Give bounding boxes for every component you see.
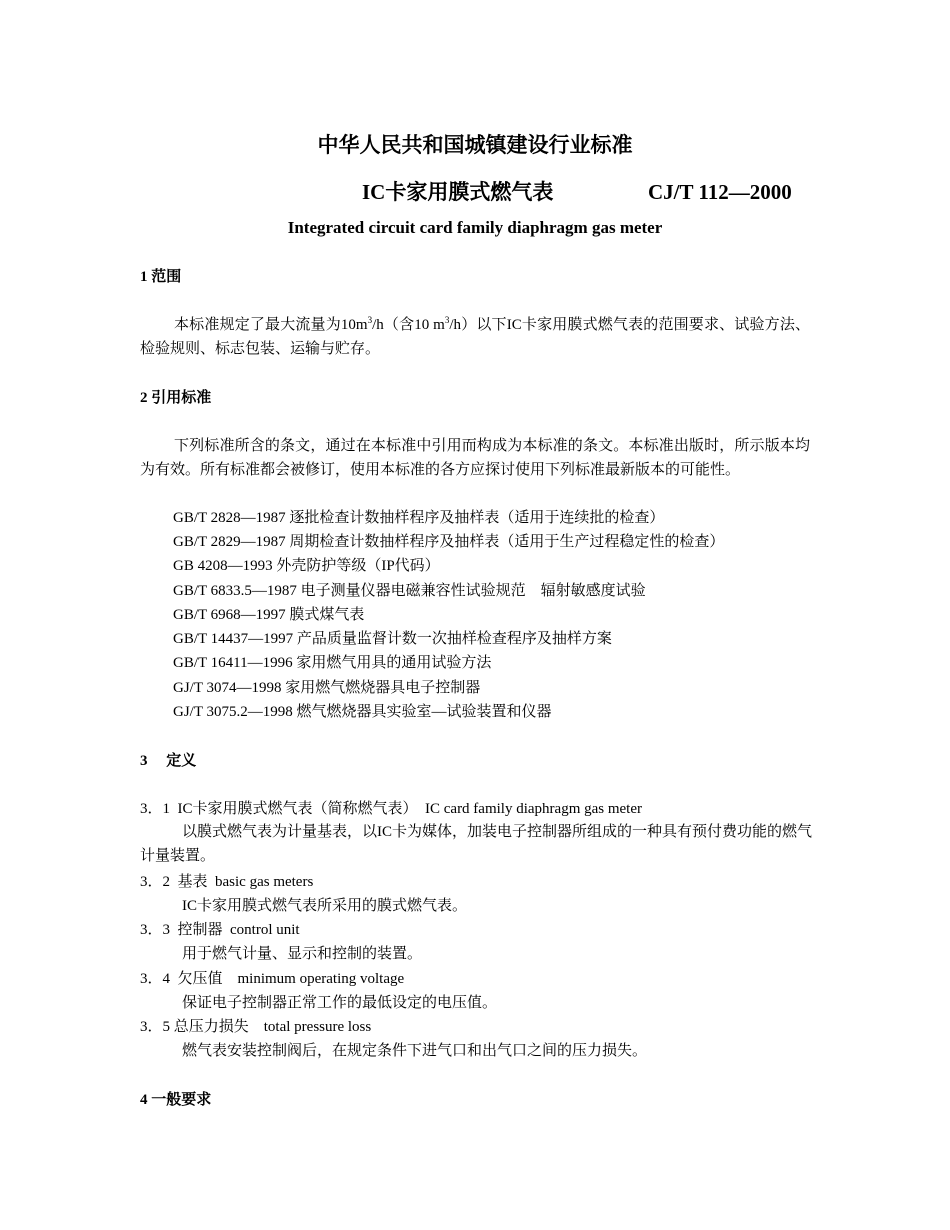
standard-name: IC卡家用膜式燃气表	[362, 180, 554, 204]
reference-item: GJ/T 3074—1998 家用燃气燃烧器具电子控制器	[173, 680, 481, 696]
superscript-3: 3	[444, 315, 450, 325]
definition-text: IC卡家用膜式燃气表所采用的膜式燃气表。	[182, 898, 468, 914]
section-1-text-a: 本标准规定了最大流量为10m	[174, 317, 368, 333]
definition-text: 保证电子控制器正常工作的最低设定的电压值。	[182, 995, 498, 1011]
reference-item: GB/T 6968—1997 膜式煤气表	[173, 607, 365, 623]
reference-item: GB/T 2828—1987 逐批检查计数抽样程序及抽样表（适用于连续批的检查）	[173, 510, 665, 526]
superscript-3: 3	[367, 315, 373, 325]
section-3-heading: 3 定义	[140, 753, 197, 769]
reference-item: GB/T 16411—1996 家用燃气用具的通用试验方法	[173, 655, 492, 671]
definition-term: 3．1 IC卡家用膜式燃气表（简称燃气表） IC card family diaphragm gas meter	[140, 801, 643, 817]
section-4-heading: 4 一般要求	[140, 1092, 212, 1108]
section-1-text-b: /h（含10 m	[372, 317, 445, 333]
section-1-paragraph	[140, 313, 810, 361]
definition-term: 3．3 控制器 control unit	[140, 922, 300, 938]
section-2-heading: 2 引用标准	[140, 390, 212, 406]
definition-term: 3．5 总压力损失 total pressure loss	[140, 1019, 372, 1035]
reference-item: GB/T 2829—1987 周期检查计数抽样程序及抽样表（适用于生产过程稳定性的检查）	[173, 534, 725, 550]
section-1-text-c: /h）以下IC卡家用膜式燃气表的范围要求、试验方法、检验规则、标志包装、运输与贮存。	[140, 317, 811, 357]
english-title: Integrated circuit card family diaphragm gas meter	[287, 218, 663, 237]
standard-code: CJ/T 112—2000	[648, 180, 792, 204]
reference-item: GJ/T 3075.2—1998 燃气燃烧器具实验室—试验装置和仪器	[173, 704, 552, 720]
definition-text: 以膜式燃气表为计量基表，以IC卡为媒体，加装电子控制器所组成的一种具有预付费功能的燃气计量装置。	[140, 824, 813, 864]
reference-item: GB/T 6833.5—1987 电子测量仪器电磁兼容性试验规范 辐射敏感度试验	[173, 583, 646, 599]
reference-item: GB 4208—1993 外壳防护等级（IP代码）	[173, 558, 440, 574]
reference-item: GB/T 14437—1997 产品质量监督计数一次抽样检查程序及抽样方案	[173, 631, 612, 647]
definition-text: 用于燃气计量、显示和控制的装置。	[182, 946, 423, 962]
section-2-intro: 下列标准所含的条文，通过在本标准中引用而构成为本标准的条文。本标准出版时，所示版本均为有效。所有标准都会被修订，使用本标准的各方应探讨使用下列标准最新版本的可能性。	[140, 438, 810, 478]
section-1-heading: 1 范围	[140, 269, 182, 285]
definition-term: 3．2 基表 basic gas meters	[140, 874, 314, 890]
definition-text: 燃气表安装控制阀后，在规定条件下进气口和出气口之间的压力损失。	[182, 1043, 648, 1059]
document-title: 中华人民共和国城镇建设行业标准	[317, 133, 633, 157]
definition-term: 3．4 欠压值 minimum operating voltage	[140, 971, 405, 987]
